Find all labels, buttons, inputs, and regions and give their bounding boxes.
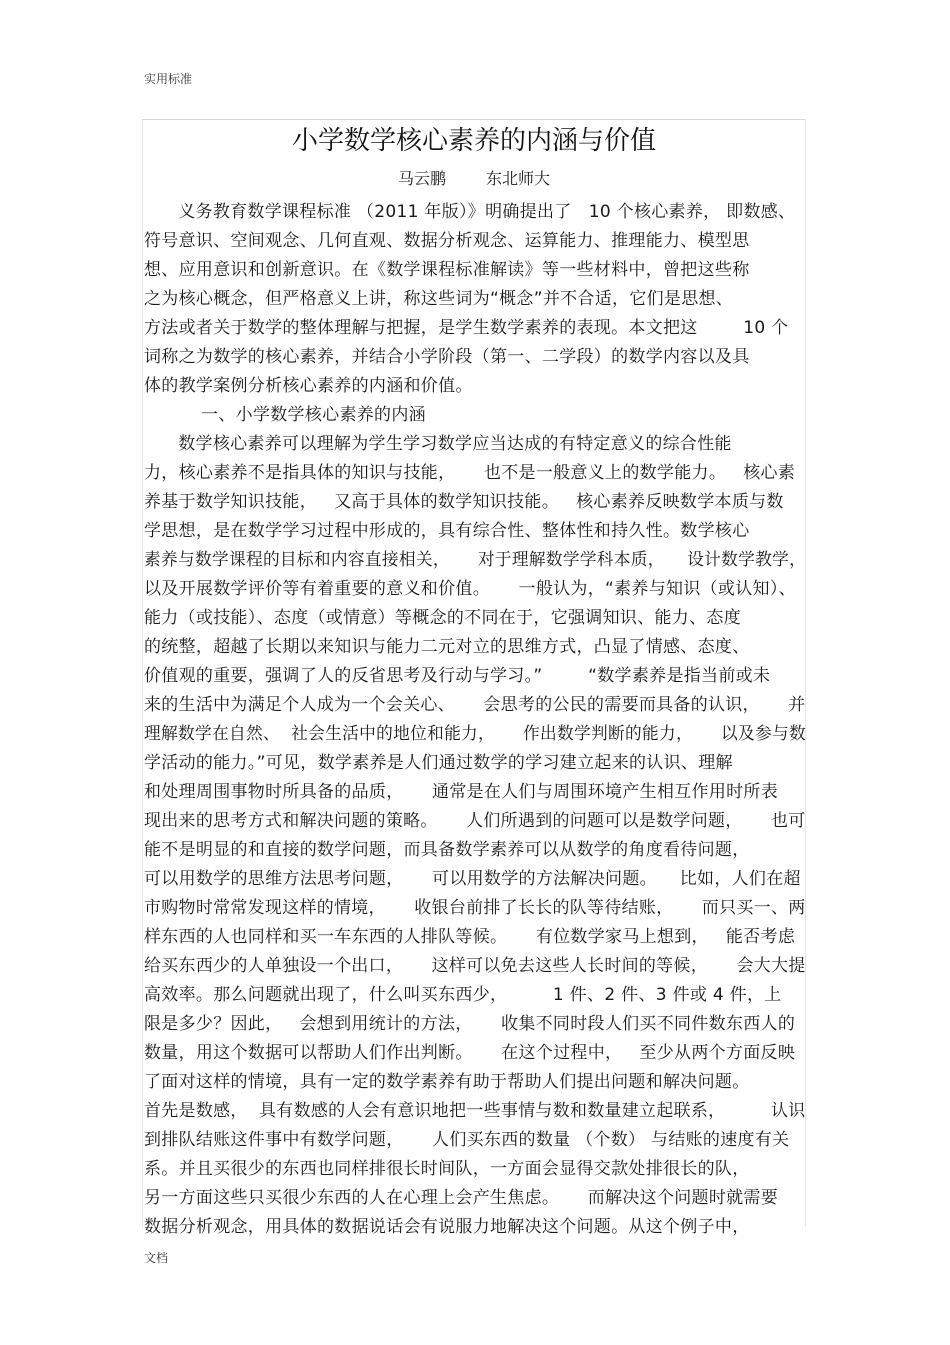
body-text-line: 高效率。那么问题就出现了，什么叫买东西少， 1 件、2 件、3 件或 4 件，上 (144, 985, 782, 1005)
article-byline (142, 169, 806, 189)
body-text-line: 到排队结账这件事中有数学问题， 人们买东西的数量 （个数） 与结账的速度有关 (144, 1130, 790, 1150)
body-text-line: 能不是明显的和直接的数学问题，而具备数学素养可以从数学的角度看待问题， (144, 840, 750, 860)
body-text-line: 现出来的思考方式和解决问题的策略。 人们所遇到的问题可以是数学问题， 也可 (144, 811, 806, 831)
body-text-line: 了面对这样的情境，具有一定的数学素养有助于帮助人们提出问题和解决问题。 (144, 1072, 750, 1092)
body-text-line: 首先是数感， 具有数感的人会有意识地把一些事情与数和数量建立起联系， 认识 (144, 1101, 806, 1121)
body-text-line: 给买东西少的人单独设一个出口， 这样可以免去这些人长时间的等候， 会大大提 (144, 956, 806, 976)
body-text-line: 养基于数学知识技能， 又高于具体的数学知识技能。 核心素养反映数学本质与数 (144, 492, 784, 512)
body-text-line: 符号意识、空间观念、几何直观、数据分析观念、运算能力、推理能力、模型思 (144, 231, 750, 251)
body-text-line: 的统整，超越了长期以来知识与能力二元对立的思维方式，凸显了情感、态度、 (144, 637, 750, 657)
body-text-line: 市购物时常常发现这样的情境， 收银台前排了长长的队等待结账， 而只买一、两 (144, 898, 806, 918)
body-text-line: 价值观的重要，强调了人的反省思考及行动与学习。” “数学素养是指当前或未 (144, 666, 771, 686)
page-footer-label: 文档 (144, 1251, 169, 1265)
body-text-line: 想、应用意识和创新意识。在《数学课程标准解读》等一些材料中，曾把这些称 (144, 260, 750, 280)
body-text-line: 一、小学数学核心素养的内涵 (144, 405, 426, 425)
body-text-line: 之为核心概念，但严格意义上讲，称这些词为“概念”并不合适，它们是思想、 (144, 289, 734, 309)
body-text-line: 系。并且买很少的东西也同样排很长时间队，一方面会显得交款处排很长的队， (144, 1159, 750, 1179)
body-text-line: 限是多少？因此， 会想到用统计的方法， 收集不同时段人们买不同件数东西人的 (144, 1014, 796, 1034)
body-text-line: 学思想，是在数学学习过程中形成的，具有综合性、整体性和持久性。数学核心 (144, 521, 750, 541)
body-text-line: 可以用数学的思维方法思考问题， 可以用数学的方法解决问题。 比如，人们在超 (144, 869, 801, 889)
body-text-line: 数据分析观念，用具体的数据说话会有说服力地解决这个问题。从这个例子中， (144, 1217, 750, 1237)
article-title: 小学数学核心素养的内涵与价值 (291, 126, 656, 156)
body-text-line: 义务教育数学课程标准 （2011 年版）》明确提出了 10 个核心素养， 即数感、 (144, 202, 796, 222)
body-text-line: 另一方面这些只买很少东西的人在心理上会产生焦虑。 而解决这个问题时就需要 (144, 1188, 779, 1208)
body-text-line: 体的教学案例分析核心素养的内涵和价值。 (144, 376, 473, 396)
body-text-line: 方法或者关于数学的整体理解与把握，是学生数学素养的表现。本文把这 10 个 (144, 318, 789, 338)
body-text-line: 和处理周围事物时所具备的品质， 通常是在人们与周围环境产生相互作用时所表 (144, 782, 779, 802)
page-header-label: 实用标准 (144, 72, 193, 86)
body-text-line: 素养与数学课程的目标和内容直接相关， 对于理解数学学科本质， 设计数学教学， (144, 550, 807, 570)
article-body (144, 198, 806, 1242)
body-text-line: 来的生活中为满足个人成为一个会关心、 会思考的公民的需要而具备的认识， 并 (144, 695, 806, 715)
body-text-line: 数量，用这个数据可以帮助人们作出判断。 在这个过程中， 至少从两个方面反映 (144, 1043, 796, 1063)
body-text-line: 理解数学在自然、 社会生活中的地位和能力， 作出数学判断的能力， 以及参与数 (144, 724, 806, 744)
body-text-line: 能力（或技能）、态度（或情意）等概念的不同在于，它强调知识、能力、态度 (144, 608, 741, 628)
body-text-line: 学活动的能力。”可见，数学素养是人们通过数学的学习建立起来的认识、理解 (144, 753, 733, 773)
body-text-line: 词称之为数学的核心素养，并结合小学阶段（第一、二学段）的数学内容以及具 (144, 347, 750, 367)
body-text-line: 力，核心素养不是指具体的知识与技能， 也不是一般意义上的数学能力。 核心素 (144, 463, 796, 483)
body-text-line: 样东西的人也同样和买一车东西的人排队等候。 有位数学家马上想到， 能否考虑 (144, 927, 796, 947)
body-text-line: 数学核心素养可以理解为学生学习数学应当达成的有特定意义的综合性能 (144, 434, 732, 454)
author-affiliation: 东北师大 (486, 169, 551, 188)
author-name: 马云鹏 (397, 169, 446, 188)
body-text-line: 以及开展数学评价等有着重要的意义和价值。 一般认为，“素养与知识（或认知）、 (144, 579, 796, 599)
